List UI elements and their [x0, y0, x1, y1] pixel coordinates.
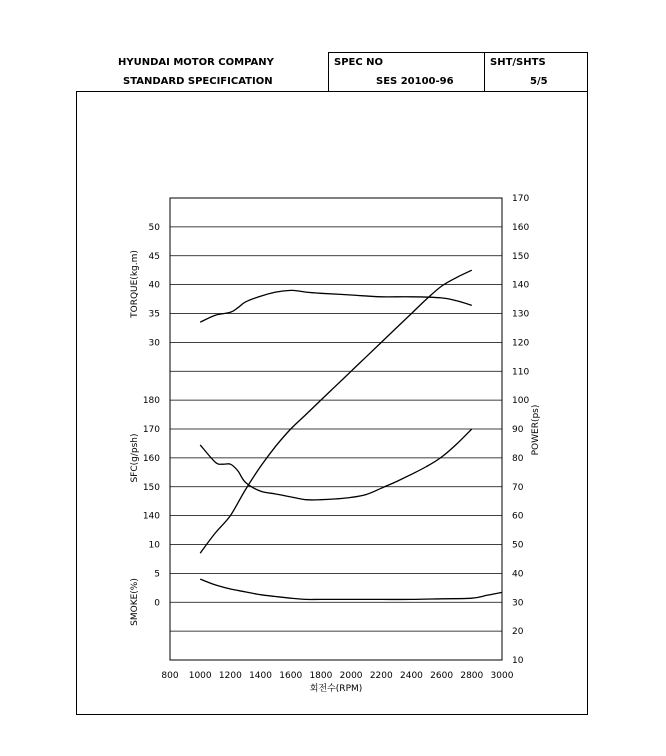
x-tick-label: 1000 — [188, 671, 212, 681]
power-tick-label: 130 — [512, 309, 530, 320]
grid-lines — [170, 198, 502, 660]
power-tick-label: 50 — [512, 540, 524, 551]
power-tick-label: 10 — [512, 656, 524, 666]
sfc-tick-label: 160 — [142, 453, 160, 464]
torque-tick-label: 40 — [148, 280, 160, 291]
x-tick-label: 1400 — [249, 671, 272, 681]
power-tick-label: 40 — [512, 569, 524, 580]
sfc-tick-label: 140 — [142, 511, 160, 522]
series-curves — [200, 270, 502, 599]
document-title: STANDARD SPECIFICATION — [123, 76, 273, 87]
power-tick-label: 30 — [512, 598, 524, 609]
x-tick-label: 800 — [161, 671, 179, 681]
power-tick-label: 140 — [512, 280, 530, 291]
power-tick-label: 70 — [512, 482, 524, 493]
power-tick-label: 150 — [512, 251, 530, 262]
torque-tick-label: 30 — [148, 338, 160, 349]
power-tick-label: 100 — [512, 396, 530, 407]
power-tick-label: 170 — [512, 194, 530, 204]
torque-tick-label: 35 — [148, 309, 160, 320]
power-tick-label: 60 — [512, 511, 524, 522]
sfc-curve — [200, 429, 472, 500]
power-tick-label: 120 — [512, 338, 530, 349]
smoke-tick-label: 10 — [148, 540, 160, 551]
x-tick-label: 3000 — [490, 671, 514, 681]
power-curve — [200, 270, 472, 553]
power-tick-label: 90 — [512, 425, 524, 435]
power-tick-label: 110 — [512, 367, 530, 378]
smoke-curve — [200, 579, 502, 599]
x-axis-label: 회전수(RPM) — [309, 684, 363, 694]
x-tick-label: 1800 — [309, 671, 333, 681]
sfc-tick-label: 150 — [142, 482, 160, 493]
company-name: HYUNDAI MOTOR COMPANY — [118, 57, 274, 68]
spec-no-label: SPEC NO — [334, 57, 384, 68]
x-tick-label: 2800 — [460, 671, 484, 681]
power-tick-label: 20 — [512, 627, 524, 638]
sfc-axis-label: SFC(g/psh) — [130, 433, 140, 483]
torque-axis-label: TORQUE(kg.m) — [130, 250, 140, 318]
x-tick-label: 1600 — [279, 671, 303, 681]
x-tick-label: 2600 — [430, 671, 454, 681]
sfc-tick-label: 180 — [142, 396, 160, 407]
sfc-tick-label: 170 — [142, 425, 160, 435]
smoke-tick-label: 0 — [154, 598, 160, 609]
sheet-value: 5/5 — [530, 76, 548, 87]
torque-tick-label: 50 — [148, 222, 160, 233]
sheet-label: SHT/SHTS — [490, 57, 546, 68]
x-tick-label: 2200 — [369, 671, 393, 681]
torque-tick-label: 45 — [148, 251, 160, 262]
smoke-axis-label: SMOKE(%) — [130, 578, 140, 626]
x-tick-label: 2400 — [400, 671, 423, 681]
power-tick-label: 80 — [512, 453, 524, 464]
right-axis-label: POWER(ps) — [531, 404, 541, 456]
x-tick-label: 2000 — [339, 671, 363, 681]
spec-no-value: SES 20100-96 — [376, 76, 454, 87]
x-tick-label: 1200 — [218, 671, 242, 681]
power-tick-label: 160 — [512, 222, 530, 233]
smoke-tick-label: 5 — [154, 569, 160, 580]
tick-labels — [143, 194, 530, 681]
